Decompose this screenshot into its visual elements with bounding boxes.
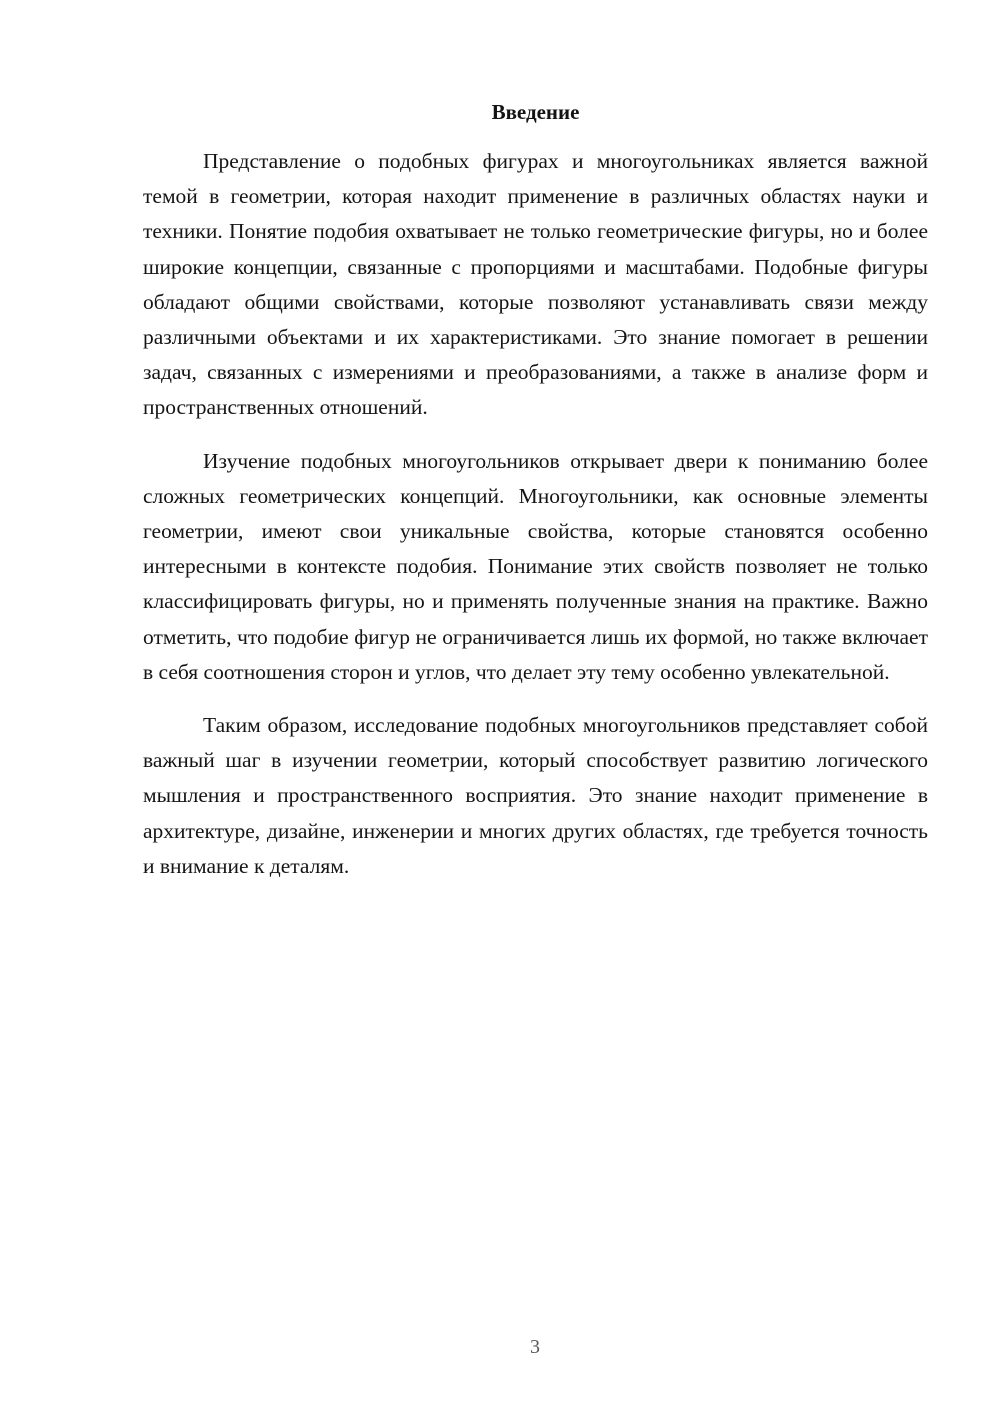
paragraph-3: Таким образом, исследование подобных многоугольников представляет собой важный шаг в изучении геометрии, который способствует развитию логического мышления и пространственного восприятия. Это знание находит применение в архитектуре, дизайне, инженерии и многих других областях, где требуется точность и внимание к деталям. bbox=[143, 713, 928, 878]
page-number: 3 bbox=[530, 1336, 540, 1358]
body-text bbox=[143, 144, 928, 902]
paragraph-2: Изучение подобных многоугольников открывает двери к пониманию более сложных геометрических концепций. Многоугольники, как основные элементы геометрии, имеют свои уникальные свойства, которые становятся особенно интересными в контексте подобия. Понимание этих свойств позволяет не только классифицировать фигуры, но и применять полученные знания на практике. Важно отметить, что подобие фигур не ограничивается лишь их формой, но также включает в себя соотношения сторон и углов, что делает эту тему особенно увлекательной. bbox=[143, 448, 928, 684]
paragraph-1: Представление о подобных фигурах и многоугольниках является важной темой в геометрии, которая находит применение в различных областях науки и техники. Понятие подобия охватывает не только геометрические фигуры, но и более широкие концепции, связанные с пропорциями и масштабами. Подобные фигуры обладают общими свойствами, которые позволяют устанавливать связи между различными объектами и их характеристиками. Это знание помогает в решении задач, связанных с измерениями и преобразованиями, а также в анализе форм и пространственных отношений. bbox=[143, 149, 928, 420]
section-title: Введение bbox=[491, 100, 580, 124]
